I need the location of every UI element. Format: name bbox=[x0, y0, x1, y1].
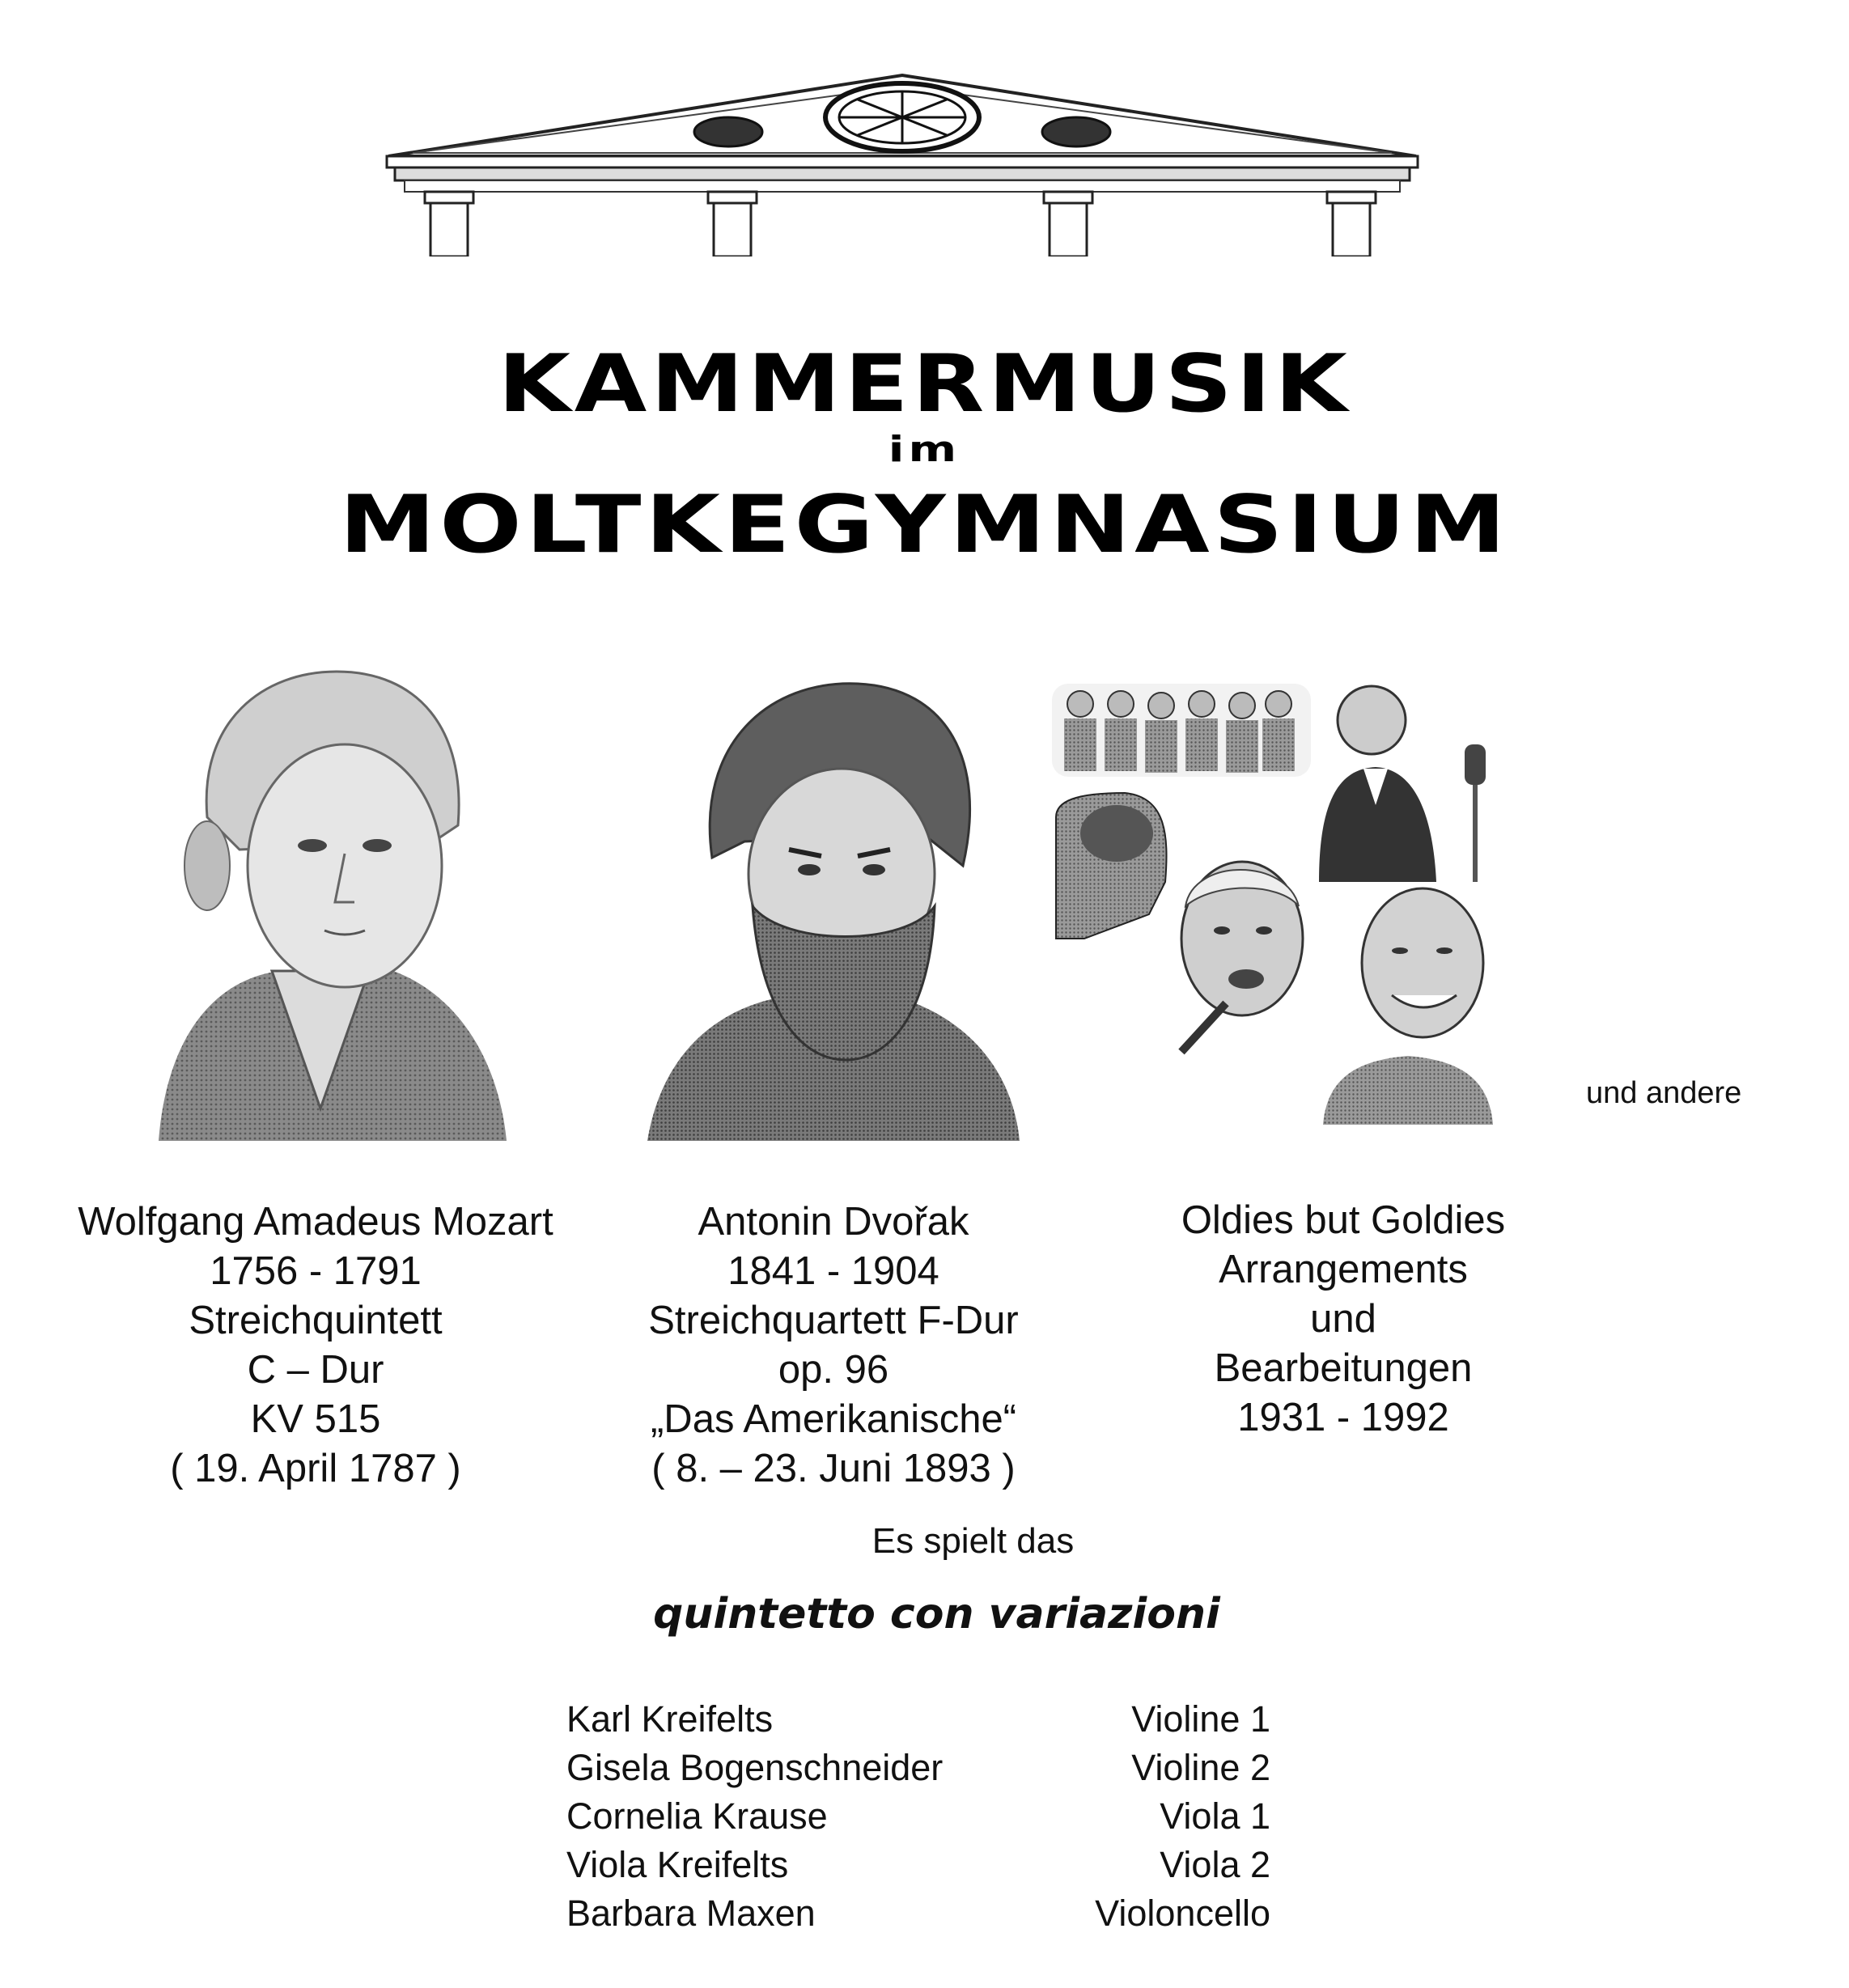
oldies-line1: Oldies but Goldies bbox=[1181, 1198, 1506, 1242]
player-name: Viola Kreifelts bbox=[566, 1844, 789, 1885]
oldies-line4: Bearbeitungen bbox=[1214, 1346, 1473, 1390]
player-row bbox=[566, 1744, 1270, 1792]
player-name: Barbara Maxen bbox=[566, 1893, 816, 1934]
player-name: Karl Kreifelts bbox=[566, 1698, 774, 1740]
work-date: ( 19. April 1787 ) bbox=[170, 1447, 461, 1490]
composer-name: Wolfgang Amadeus Mozart bbox=[78, 1200, 553, 1244]
oldies-years: 1931 - 1992 bbox=[1237, 1396, 1449, 1439]
title-im: im bbox=[888, 429, 961, 470]
ensemble-name: quintetto con variazioni bbox=[653, 1590, 1220, 1638]
work-title: Streichquartett F-Dur bbox=[648, 1299, 1019, 1342]
work-catalog: KV 515 bbox=[250, 1397, 381, 1441]
player-instrument: Viola 2 bbox=[1160, 1844, 1270, 1885]
player-instrument: Viola 1 bbox=[1160, 1795, 1270, 1837]
work-date: ( 8. – 23. Juni 1893 ) bbox=[651, 1447, 1016, 1490]
title-moltkegymnasium: MOLTKEGYMNASIUM bbox=[339, 479, 1510, 571]
temple-pediment-illustration bbox=[380, 69, 1424, 256]
work-opus: op. 96 bbox=[778, 1348, 889, 1392]
mozart-column bbox=[24, 1197, 607, 1494]
title-kammermusik: KAMMERMUSIK bbox=[498, 338, 1351, 430]
dvorak-portrait bbox=[647, 672, 1020, 1141]
work-nickname: „Das Amerikanische“ bbox=[650, 1397, 1017, 1441]
player-row bbox=[566, 1889, 1270, 1938]
work-key: C – Dur bbox=[247, 1348, 384, 1392]
players-list bbox=[566, 1695, 1270, 1938]
oldies-line2: Arrangements bbox=[1219, 1248, 1468, 1291]
player-row bbox=[566, 1792, 1270, 1841]
player-row bbox=[566, 1841, 1270, 1889]
composer-name: Antonin Dvořak bbox=[698, 1200, 969, 1244]
player-row bbox=[566, 1695, 1270, 1744]
player-name: Gisela Bogenschneider bbox=[566, 1747, 944, 1788]
oldies-column bbox=[1076, 1196, 1610, 1443]
player-instrument: Violine 2 bbox=[1131, 1747, 1270, 1788]
composer-years: 1841 - 1904 bbox=[727, 1249, 939, 1293]
composer-years: 1756 - 1791 bbox=[210, 1249, 422, 1293]
player-name: Cornelia Krause bbox=[566, 1795, 828, 1837]
collage-caption: und andere bbox=[1586, 1076, 1742, 1110]
player-instrument: Violine 1 bbox=[1131, 1698, 1270, 1740]
intro-text: Es spielt das bbox=[871, 1521, 1075, 1561]
oldies-line3: und bbox=[1310, 1297, 1376, 1341]
oldies-collage bbox=[1052, 672, 1537, 1141]
dvorak-column bbox=[575, 1197, 1092, 1494]
player-instrument: Violoncello bbox=[1095, 1893, 1270, 1934]
mozart-portrait bbox=[151, 655, 507, 1141]
work-title: Streichquintett bbox=[189, 1299, 443, 1342]
